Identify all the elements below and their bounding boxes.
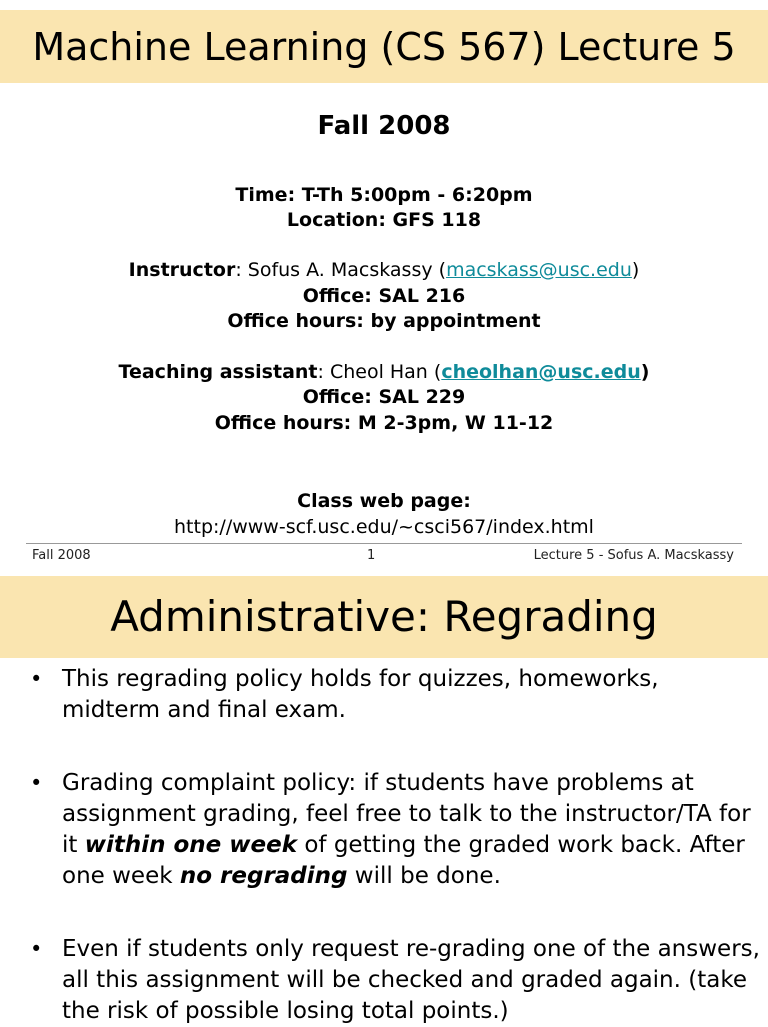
bullet-dot: • [30,667,43,691]
emphasis-no-regrading: no regrading [179,863,348,889]
slide2-title-bar [0,576,768,658]
instructor-line: Instructor: Sofus A. Macskassy (macskass@usc.edu) [128,259,640,281]
bullet-dot: • [30,771,43,795]
web-page-url[interactable]: http://www-scf.usc.edu/~csci567/index.html [174,516,594,538]
bullet-text: This regrading policy holds for quizzes, homeworks, midterm and final exam. [62,666,659,723]
ta-office: Office: SAL 229 [302,386,466,408]
bullet-dot: • [30,937,43,961]
instructor-hours: Office hours: by appointment [227,310,541,332]
slide1-title-bar [0,10,768,83]
instructor-email-link[interactable]: macskass@usc.edu [446,259,632,281]
location-line: Location: GFS 118 [286,209,482,231]
ta-label: Teaching assistant [118,361,318,383]
instructor-office: Office: SAL 216 [302,285,466,307]
bullet-text: Even if students only request re-grading one of the answers, all this assignment will be checked and graded again. (take the risk of possible losing total points.) [62,936,760,1024]
footer-divider [26,543,742,544]
slide1-title: Machine Learning (CS 567) Lecture 5 [32,24,736,69]
ta-email-link[interactable]: cheolhan@usc.edu [441,361,641,383]
ta-line: Teaching assistant: Cheol Han (cheolhan@usc.edu) [118,361,650,383]
web-page-label: Class web page: [297,490,471,512]
time-line: Time: T-Th 5:00pm - 6:20pm [235,184,533,206]
footer-page-number: 1 [367,548,376,563]
bullet-text: Grading complaint policy: if students have problems at assignment grading, feel free to talk to the instructor/TA for it within one week of getting the graded work back. After one week no regrading will be done. [62,770,751,889]
instructor-name: : Sofus A. Macskassy ( [235,259,447,281]
slide2-title: Administrative: Regrading [110,592,658,641]
instructor-label: Instructor [128,259,236,281]
footer-left: Fall 2008 [32,548,91,563]
footer-right: Lecture 5 - Sofus A. Macskassy [533,548,734,563]
semester-heading: Fall 2008 [317,111,451,141]
ta-hours: Office hours: M 2-3pm, W 11-12 [214,412,554,434]
emphasis-within-one-week: within one week [84,832,298,858]
